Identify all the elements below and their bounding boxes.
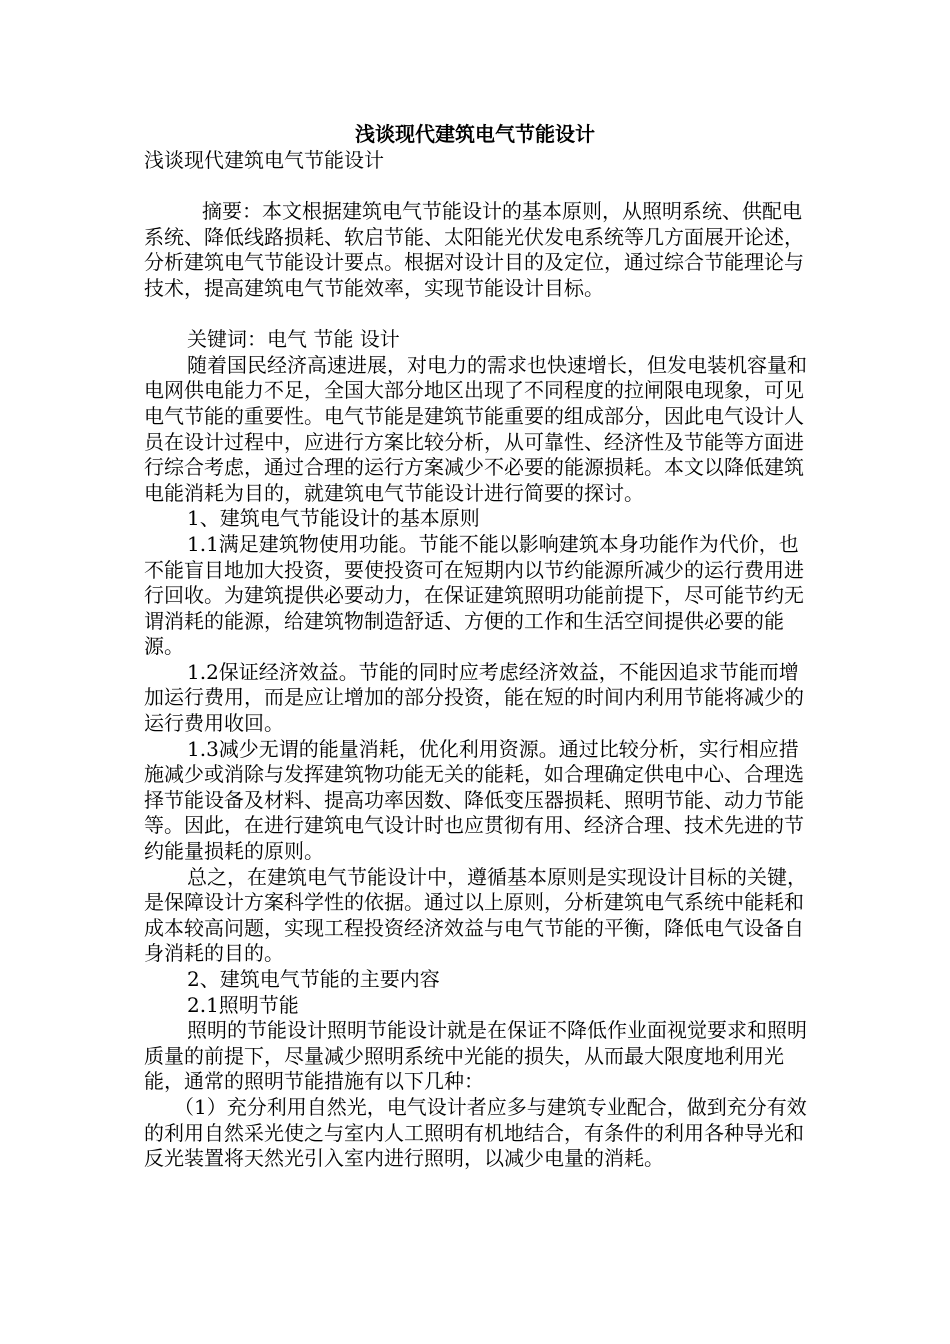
list-item-1: （1）充分利用自然光，电气设计者应多与建筑专业配合，做到充分有效的利用自然采光使之与室内人工照明有机地结合，有条件的利用各种导光和反光装置将天然光引入室内进行照明，以减少电量的消耗。 (144, 1094, 807, 1171)
document-body (144, 148, 809, 1172)
summary-paragraph: 总之，在建筑电气节能设计中，遵循基本原则是实现设计目标的关键，是保障设计方案科学性的依据。通过以上原则，分析建筑电气系统中能耗和成本较高问题，实现工程投资经济效益与电气节能的平衡，降低电气设备自身消耗的目的。 (144, 864, 807, 966)
paragraph-2-1: 照明的节能设计照明节能设计就是在保证不降低作业面视觉要求和照明质量的前提下，尽量减少照明系统中光能的损失，从而最大限度地利用光能，通常的照明节能措施有以下几种： (144, 1018, 807, 1094)
keywords-line: 关键词：电气 节能 设计 (187, 327, 400, 352)
section-2-heading: 2、建筑电气节能的主要内容 (187, 967, 440, 991)
paragraph-1-1: 1.1满足建筑物使用功能。节能不能以影响建筑本身功能作为代价，也不能盲目地加大投资，要使投资可在短期内以节约能源所减少的运行费用进行回收。为建筑提供必要动力，在保证建筑照明功能前提下，尽可能节约无谓消耗的能源，给建筑物制造舒适、方便的工作和生活空间提供必要的能源。 (144, 531, 804, 659)
intro-paragraph: 随着国民经济高速进展，对电力的需求也快速增长，但发电装机容量和电网供电能力不足，全国大部分地区出现了不同程度的拉闸限电现象，可见电气节能的重要性。电气节能是建筑节能重要的组成部分，因此电气设计人员在设计过程中，应进行方案比较分析，从可靠性、经济性及节能等方面进行综合考虑，通过合理的运行方案减少不必要的能源损耗。本文以降低建筑电能消耗为目的，就建筑电气节能设计进行简要的探讨。 (144, 352, 807, 505)
blank-line (144, 174, 809, 200)
paragraph-1-2: 1.2保证经济效益。节能的同时应考虑经济效益，不能因追求节能而增加运行费用，而是应让增加的部分投资，能在短的时间内利用节能将减少的运行费用收回。 (144, 659, 804, 736)
paragraph-1-3: 1.3减少无谓的能量消耗，优化利用资源。通过比较分析，实行相应措施减少或消除与发挥建筑物功能无关的能耗，如合理确定供电中心、合理选择节能设备及材料、提高功率因数、降低变压器损耗、照明节能、动力节能等。因此，在进行建筑电气设计时也应贯彻有用、经济合理、技术先进的节约能量损耗的原则。 (144, 736, 804, 864)
document-title: 浅谈现代建筑电气节能设计 (355, 122, 595, 146)
section-1-heading: 1、建筑电气节能设计的基本原则 (187, 506, 480, 531)
document-subtitle: 浅谈现代建筑电气节能设计 (144, 148, 384, 172)
abstract-paragraph: 摘要：本文根据建筑电气节能设计的基本原则，从照明系统、供配电系统、降低线路损耗、软启节能、太阳能光伏发电系统等几方面展开论述，分析建筑电气节能设计要点。根据对设计目的及定位，通过综合节能理论与技术，提高建筑电气节能效率，实现节能设计目标。 (144, 199, 804, 300)
section-2-1-heading: 2.1照明节能 (187, 992, 299, 1017)
blank-line (144, 302, 809, 328)
